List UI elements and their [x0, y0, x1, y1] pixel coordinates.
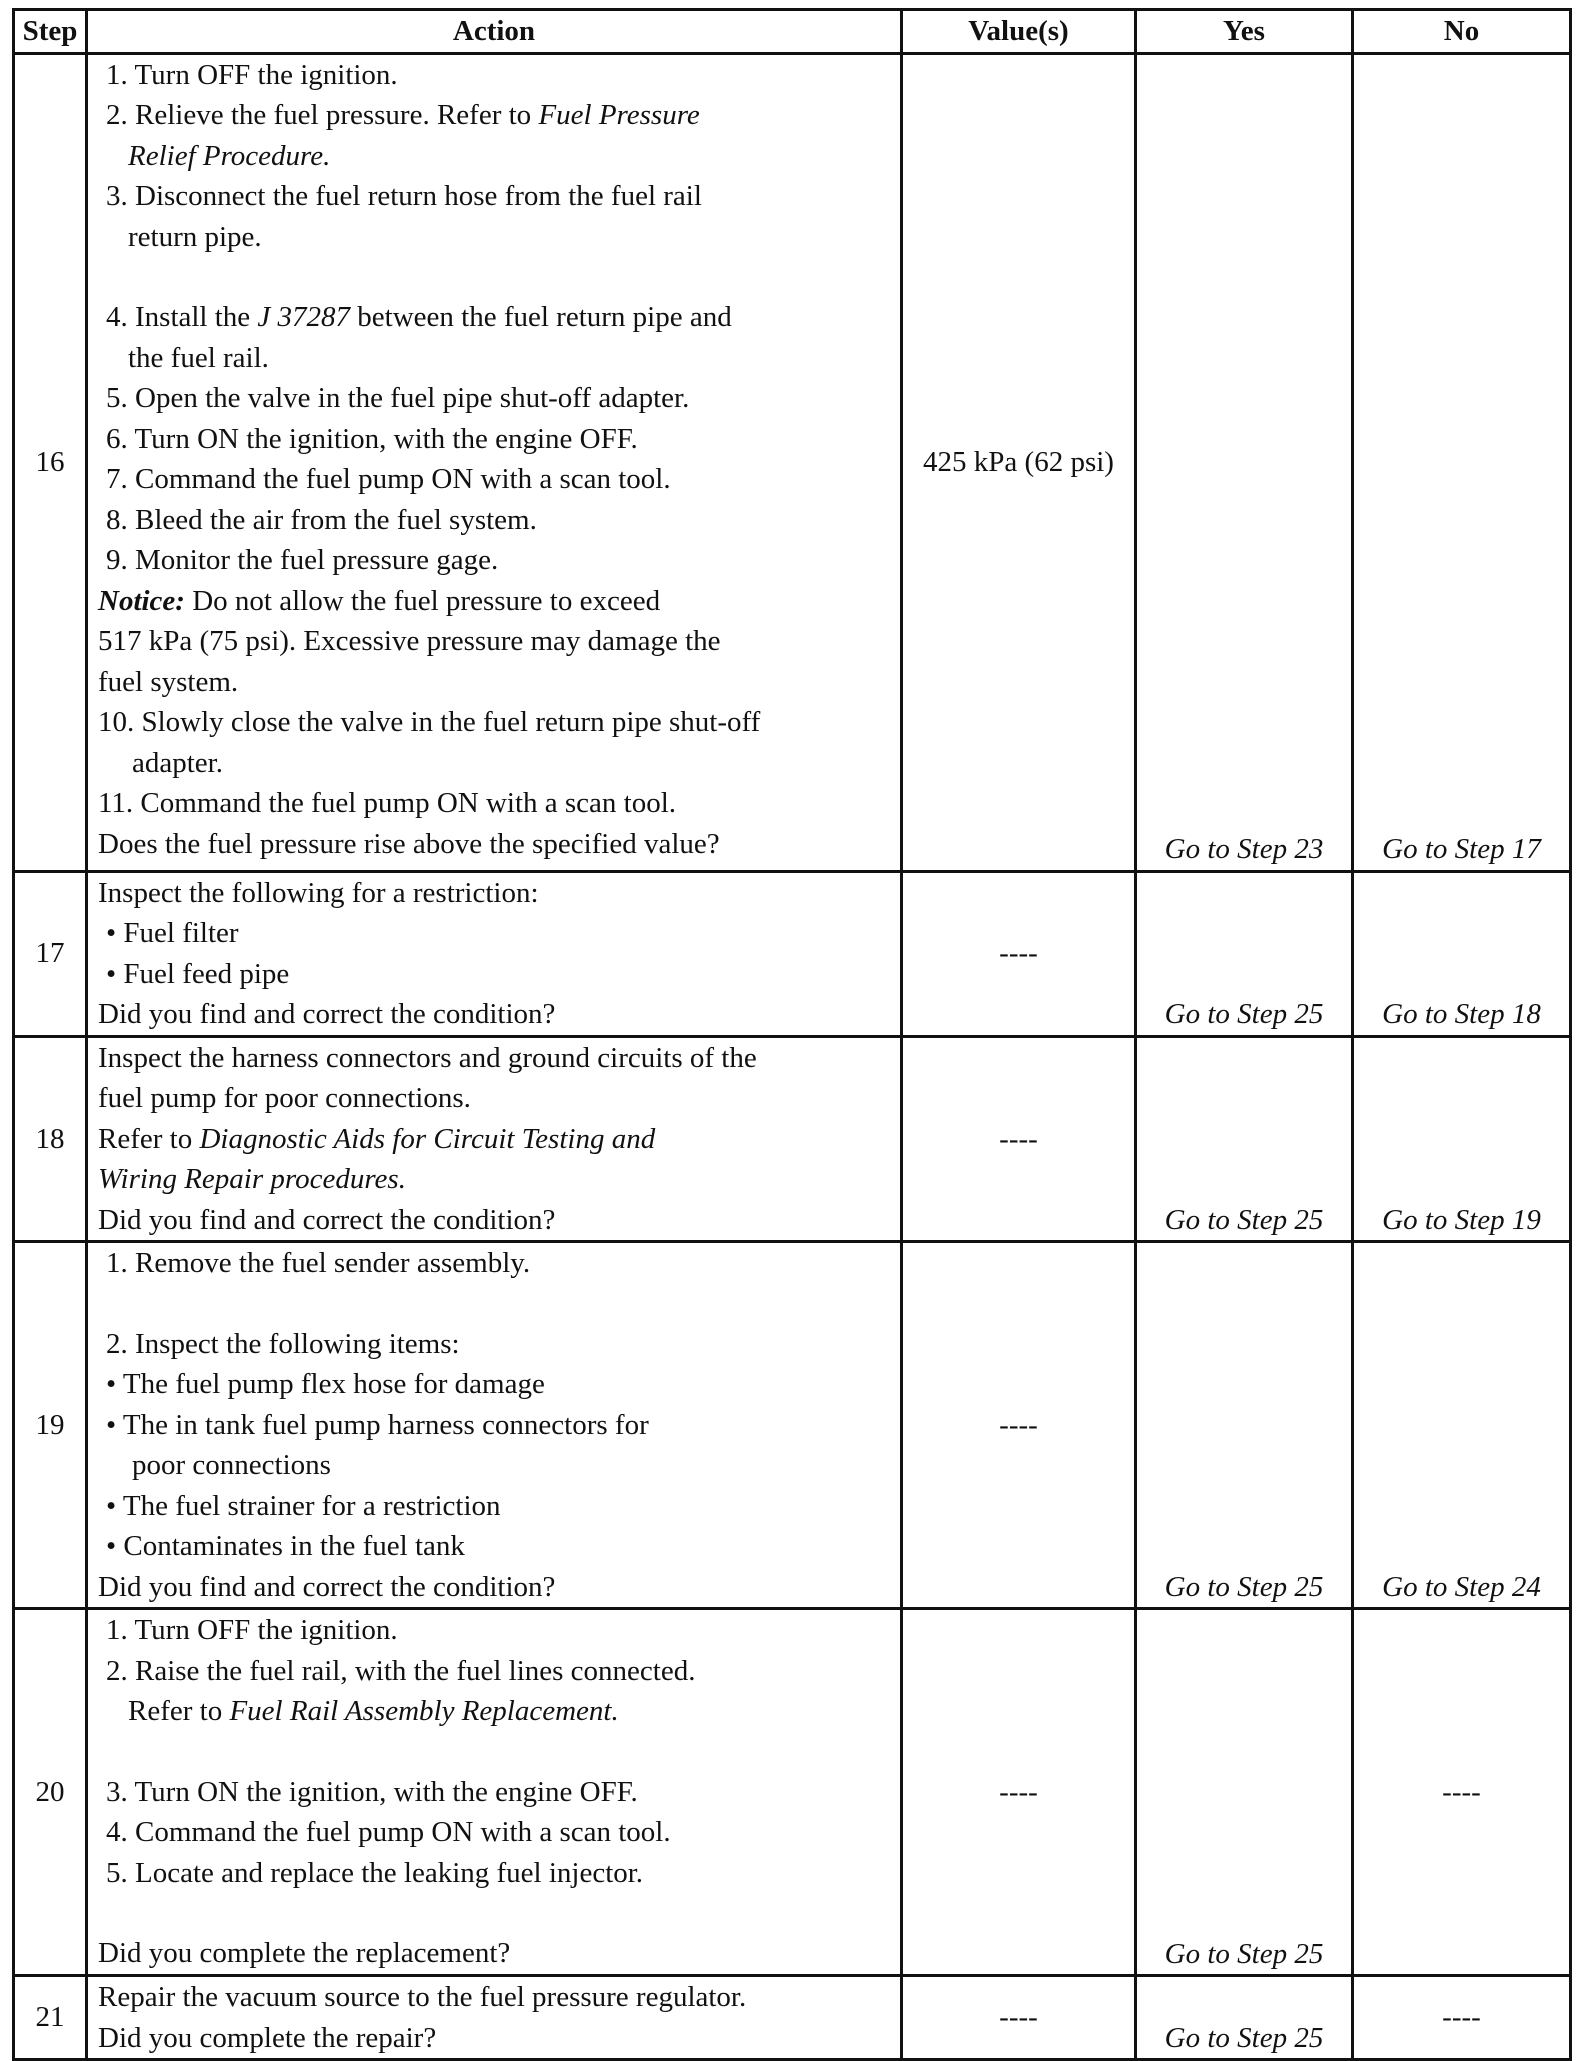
action-line: 1. Remove the fuel sender assembly.	[106, 1247, 531, 1279]
table-row	[14, 871, 1571, 1036]
no-cell	[1353, 53, 1571, 871]
question-line: Did you complete the replacement?	[98, 1937, 511, 1969]
reference-link: Fuel Pressure	[538, 99, 700, 131]
action-line: Refer to Diagnostic Aids for Circuit Testing and	[98, 1122, 656, 1155]
spacer	[88, 257, 900, 297]
action-cell	[87, 1609, 902, 1976]
no-cell	[1353, 871, 1571, 1036]
action-line: 5. Locate and replace the leaking fuel injector.	[106, 1856, 644, 1889]
action-cell	[87, 871, 902, 1036]
action-line: 4. Command the fuel pump ON with a scan tool.	[106, 1816, 671, 1848]
action-line: 1. Turn OFF the ignition.	[106, 58, 398, 91]
question-line: Does the fuel pressure rise above the specified value?	[98, 827, 720, 860]
goto-yes-link[interactable]: Go to Step 25	[1164, 2021, 1324, 2054]
no-cell: ----	[1353, 1976, 1571, 2060]
value-cell: 425 kPa (62 psi)	[902, 53, 1136, 871]
header-no: No	[1353, 10, 1571, 54]
yes-cell	[1136, 1609, 1353, 1976]
table-row	[14, 1609, 1571, 1976]
goto-yes-link[interactable]: Go to Step 25	[1164, 1203, 1324, 1236]
yes-cell	[1136, 1976, 1353, 2060]
goto-no-link[interactable]: Go to Step 17	[1382, 833, 1541, 865]
no-cell	[1353, 1036, 1571, 1242]
action-line	[88, 1159, 900, 1200]
bullet-line: • The fuel pump flex hose for damage	[106, 1368, 545, 1400]
spacer	[88, 1732, 900, 1772]
table-row	[14, 1976, 1571, 2060]
goto-yes-link[interactable]: Go to Step 23	[1164, 833, 1324, 865]
reference-link: Relief Procedure.	[128, 139, 331, 172]
reference-link: Fuel Rail Assembly Replacement.	[229, 1695, 619, 1727]
bullet-line: poor connections	[132, 1449, 331, 1481]
yes-cell	[1136, 871, 1353, 1036]
bullet-line: • The fuel strainer for a restriction	[106, 1489, 501, 1522]
question-line: Did you find and correct the condition?	[98, 1570, 556, 1603]
step-number: 19	[14, 1242, 87, 1609]
header-step: Step	[14, 10, 87, 54]
tool-reference: J 37287	[257, 301, 351, 333]
action-line: Repair the vacuum source to the fuel pressure regulator.	[98, 1981, 747, 2013]
action-line: adapter.	[132, 746, 223, 779]
action-cell	[87, 1242, 902, 1609]
step-number: 18	[14, 1036, 87, 1242]
notice-line: Notice: Do not allow the fuel pressure to exceed	[98, 584, 661, 617]
action-line: Inspect the following for a restriction:	[98, 876, 539, 909]
action-line: 5. Open the valve in the fuel pipe shut-off adapter.	[106, 382, 690, 414]
action-line: Refer to Fuel Rail Assembly Replacement.	[128, 1695, 619, 1727]
value-cell: ----	[902, 1609, 1136, 1976]
no-cell: ----	[1353, 1609, 1571, 1976]
action-line: return pipe.	[128, 220, 262, 253]
step-number: 16	[14, 53, 87, 871]
reference-link: Wiring Repair procedures.	[98, 1163, 406, 1195]
goto-yes-link[interactable]: Go to Step 25	[1164, 1937, 1324, 1970]
action-line: 9. Monitor the fuel pressure gage.	[106, 544, 499, 576]
step-number: 20	[14, 1609, 87, 1976]
spacer	[88, 1893, 900, 1933]
action-line	[88, 136, 900, 177]
table-row	[14, 53, 1571, 871]
header-yes: Yes	[1136, 10, 1353, 54]
goto-no-link[interactable]: Go to Step 24	[1382, 1570, 1541, 1603]
action-line: 10. Slowly close the valve in the fuel return pipe shut-off	[98, 706, 761, 738]
question-line: Did you find and correct the condition?	[98, 998, 556, 1030]
spacer	[88, 1284, 900, 1324]
yes-cell	[1136, 53, 1353, 871]
action-line: 6. Turn ON the ignition, with the engine OFF.	[106, 422, 638, 455]
action-cell	[87, 1976, 902, 2060]
action-line: 2. Inspect the following items:	[106, 1327, 460, 1360]
yes-cell	[1136, 1036, 1353, 1242]
bullet-line: • Contaminates in the fuel tank	[106, 1530, 465, 1562]
value-cell: ----	[902, 1036, 1136, 1242]
table-row	[14, 1036, 1571, 1242]
step-number: 21	[14, 1976, 87, 2060]
question-line: Did you complete the repair?	[98, 2021, 437, 2054]
no-cell	[1353, 1242, 1571, 1609]
action-line: 1. Turn OFF the ignition.	[106, 1614, 398, 1646]
action-line: the fuel rail.	[128, 341, 269, 374]
action-line: 7. Command the fuel pump ON with a scan tool.	[106, 463, 671, 495]
action-line: fuel system.	[98, 665, 239, 698]
goto-yes-link[interactable]: Go to Step 25	[1164, 998, 1324, 1030]
value-cell: ----	[902, 871, 1136, 1036]
action-line: 8. Bleed the air from the fuel system.	[106, 503, 537, 536]
reference-link: Diagnostic Aids for Circuit Testing and	[199, 1122, 656, 1155]
yes-cell	[1136, 1242, 1353, 1609]
action-line: 4. Install the J 37287 between the fuel return pipe and	[106, 301, 732, 333]
action-cell	[87, 1036, 902, 1242]
table-row	[14, 1242, 1571, 1609]
action-line: 517 kPa (75 psi). Excessive pressure may damage the	[98, 625, 721, 657]
goto-yes-link[interactable]: Go to Step 25	[1164, 1570, 1324, 1603]
action-line: Inspect the harness connectors and ground circuits of the	[98, 1041, 757, 1074]
header-action: Action	[87, 10, 902, 54]
value-cell: ----	[902, 1976, 1136, 2060]
header-values: Value(s)	[902, 10, 1136, 54]
action-line: 2. Raise the fuel rail, with the fuel lines connected.	[106, 1654, 696, 1687]
action-line: 11. Command the fuel pump ON with a scan tool.	[98, 787, 677, 819]
header-row	[14, 10, 1571, 54]
bullet-line: • Fuel filter	[106, 917, 239, 949]
action-cell	[87, 53, 902, 871]
bullet-line: • The in tank fuel pump harness connectors for	[106, 1408, 649, 1441]
value-cell: ----	[902, 1242, 1136, 1609]
bullet-line: • Fuel feed pipe	[106, 957, 290, 990]
step-number: 17	[14, 871, 87, 1036]
notice-label: Notice:	[98, 584, 185, 617]
question-line: Did you find and correct the condition?	[98, 1203, 556, 1236]
diagnostic-table	[12, 8, 1572, 2061]
action-line: 3. Turn ON the ignition, with the engine OFF.	[106, 1775, 638, 1808]
action-line: fuel pump for poor connections.	[98, 1082, 471, 1114]
goto-no-link[interactable]: Go to Step 19	[1382, 1203, 1541, 1236]
action-line: 3. Disconnect the fuel return hose from the fuel rail	[106, 180, 702, 212]
goto-no-link[interactable]: Go to Step 18	[1382, 998, 1541, 1030]
action-line: 2. Relieve the fuel pressure. Refer to Fuel Pressure	[106, 99, 700, 131]
